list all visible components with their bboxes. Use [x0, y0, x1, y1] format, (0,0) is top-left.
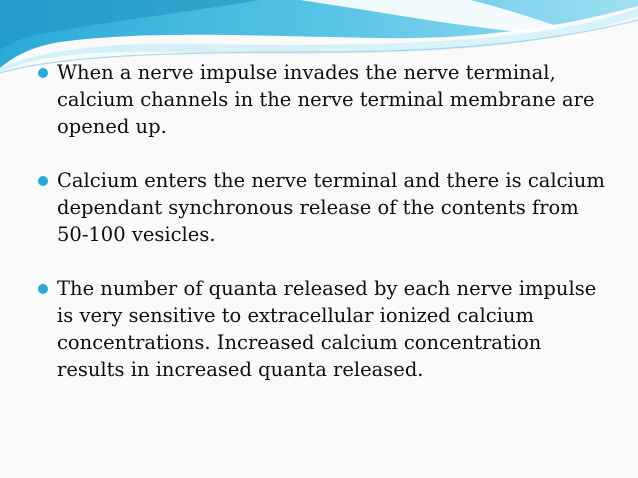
bullet-icon [38, 284, 48, 294]
bullet-text: The number of quanta released by each nerve impulse is very sensitive to extracellular ionized calcium concentrations. Increased calcium concentration results in increased quanta released. [57, 277, 597, 381]
bullet-item [36, 167, 606, 248]
bullet-icon [38, 176, 48, 186]
bullet-icon [38, 68, 48, 78]
bullet-item [36, 59, 606, 140]
bullet-list [36, 59, 606, 410]
bullet-text: Calcium enters the nerve terminal and there is calcium dependant synchronous release of the contents from 50-100 vesicles. [57, 169, 605, 246]
bullet-item [36, 275, 606, 383]
bullet-text: When a nerve impulse invades the nerve terminal, calcium channels in the nerve terminal membrane are opened up. [57, 61, 595, 138]
